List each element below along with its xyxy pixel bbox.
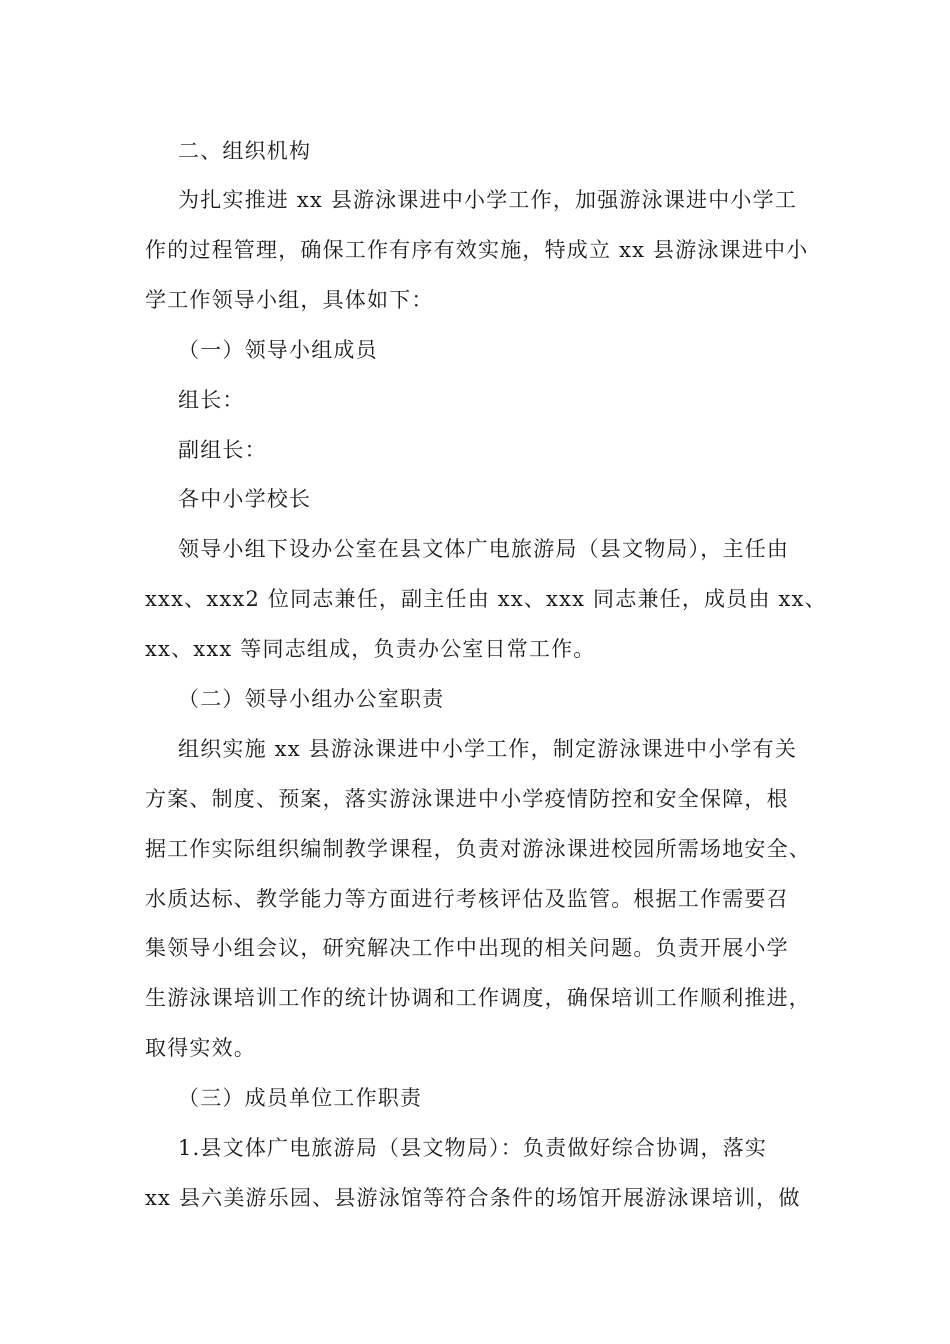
paragraph-line: 集领导小组会议，研究解决工作中出现的相关问题。负责开展小学: [145, 936, 789, 960]
principals-line: 各中小学校长: [178, 487, 312, 511]
paragraph-line: 作的过程管理，确保工作有序有效实施，特成立 xx 县游泳课进中小: [145, 238, 809, 262]
paragraph-line: 学工作领导小组，具体如下：: [145, 288, 434, 312]
paragraph-line: 组织实施 xx 县游泳课进中小学工作，制定游泳课进中小学有关: [178, 737, 798, 761]
paragraph-line: 为扎实推进 xx 县游泳课进中小学工作，加强游泳课进中小学工: [178, 188, 798, 212]
subheading-member-unit-duties: （三）成员单位工作职责: [178, 1086, 423, 1110]
paragraph-line: 据工作实际组织编制教学课程，负责对游泳课进校园所需场地安全、: [145, 837, 811, 861]
paragraph-line: 取得实效。: [145, 1036, 256, 1060]
paragraph-line: 1.县文体广电旅游局（县文物局）：负责做好综合协调，落实: [178, 1136, 768, 1160]
group-leader-label: 组长：: [178, 388, 245, 412]
paragraph-line: 领导小组下设办公室在县文体广电旅游局（县文物局），主任由: [178, 537, 790, 561]
subheading-office-duties: （二）领导小组办公室职责: [178, 687, 445, 711]
paragraph-line: 水质达标、教学能力等方面进行考核评估及监管。根据工作需要召: [145, 887, 789, 911]
subheading-leadership-members: （一）领导小组成员: [178, 338, 378, 362]
paragraph-line: xx、xxx 等同志组成，负责办公室日常工作。: [145, 637, 596, 661]
paragraph-line: 生游泳课培训工作的统计协调和工作调度，确保培训工作顺利推进，: [145, 986, 811, 1010]
paragraph-line: xxx、xxx2 位同志兼任，副主任由 xx、xxx 同志兼任，成员由 xx、: [145, 587, 827, 611]
section-heading-organization: 二、组织机构: [178, 139, 312, 163]
paragraph-line: xx 县六美游乐园、县游泳馆等符合条件的场馆开展游泳课培训，做: [145, 1186, 801, 1210]
paragraph-line: 方案、制度、预案，落实游泳课进中小学疫情防控和安全保障，根: [145, 787, 789, 811]
deputy-leader-label: 副组长：: [178, 438, 267, 462]
